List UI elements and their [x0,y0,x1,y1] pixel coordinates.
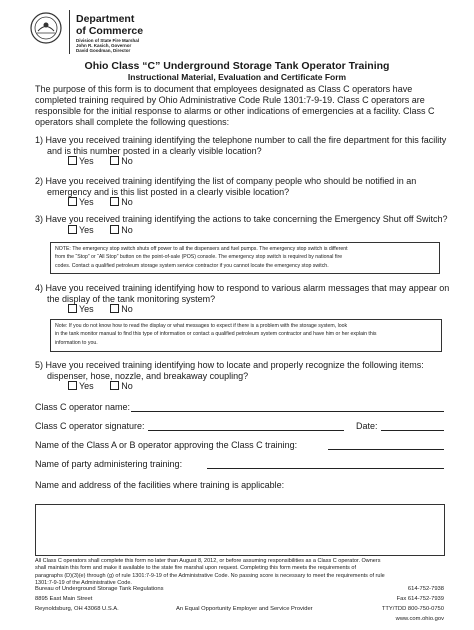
bureau-address: Bureau of Underground Storage Tank Regulations 8895 East Main Street Reynoldsburg, OH 43068 U.S.A. [35,586,164,612]
state-seal-logo [30,12,62,44]
q2-no-checkbox[interactable] [110,197,119,206]
form-subtitle: Instructional Material, Evaluation and Certificate Form [127,72,347,82]
header-divider [69,10,70,54]
department-name: Department of Commerce [76,13,144,37]
question-1-options [68,156,133,166]
question-5-options [68,381,133,391]
yes-label: Yes [79,156,94,166]
q1-yes-checkbox[interactable] [68,156,77,165]
ab-operator-label: Name of the Class A or B operator approving the Class C training: [35,440,298,450]
contact-info: 614-752-7938 Fax 614-752-7939 TTY/TDD 800-750-0750 www.com.ohio.gov [340,584,444,624]
no-label: No [121,197,133,207]
division-info: Division of State Fire Marshal John R. Kasich, Governor David Goodman, Director [76,38,140,53]
no-label: No [121,156,133,166]
q4-yes-checkbox[interactable] [68,304,77,313]
operator-name-field[interactable] [131,411,444,412]
yes-label: Yes [79,225,94,235]
yes-label: Yes [79,197,94,207]
operator-signature-field[interactable] [148,430,344,431]
q2-yes-checkbox[interactable] [68,197,77,206]
no-label: No [121,381,133,391]
operator-signature-label: Class C operator signature: [35,421,145,431]
question-3-options [68,225,133,235]
date-label: Date: [356,421,378,431]
facilities-textarea[interactable] [35,504,445,556]
party-field[interactable] [207,468,444,469]
q3-yes-checkbox[interactable] [68,225,77,234]
form-title: Ohio Class “C” Underground Storage Tank Operator Training [84,60,390,72]
facilities-label: Name and address of the facilities where training is applicable: [35,480,285,490]
q5-yes-checkbox[interactable] [68,381,77,390]
no-label: No [121,225,133,235]
website-link[interactable]: www.com.ohio.gov [395,616,444,622]
question-2-options [68,197,133,207]
no-label: No [121,304,133,314]
footer-note: All Class C operators shall complete this form no later than August 8, 2012, or before assuming responsibilities as a Class C operator. Owners shall maintain this form and make it available to the state fire marshal upon request. Completing this form meets the requirements of paragraphs (D)(3)(e) through (g) of rule 1301:7-9-19 of the Administrative Code. No passing score is necessary to meet the requirements of rule 1301:7-9-19 of the Administrative Code. [35,558,385,586]
question-3: 3) Have you received training identifying the actions to take concerning the Emergency Shut off Switch? [35,214,448,224]
intro-paragraph: The purpose of this form is to document that employees designated as Class C operators have completed training required by Ohio Administrative Code Rule 1301:7-9-19. Class C operators are responsible for the initial response to alarms or other indications of emergencies at a facility. Class C operators shall complete the following questions: [35,84,435,127]
q3-no-checkbox[interactable] [110,225,119,234]
question-1: 1) Have you received training identifying the telephone number to call the fire department for this facility and is this number posted in a clearly visible location? [35,135,447,156]
q1-no-checkbox[interactable] [110,156,119,165]
yes-label: Yes [79,304,94,314]
note-emergency-stop: NOTE: The emergency stop switch shuts off power to all the dispensers and fuel pumps. The emergency stop switch is different from the “Stop” or “All Stop” button on the point-of-sale (POS) console. The emergency stop switch is required by national fire codes. Contact a qualified petroleum storage system service contractor if you cannot locate the emergency stop switch. [50,242,440,274]
question-4: 4) Have you received training identifying how to respond to various alarm messages that may appear on the display of the tank monitoring system? [35,283,450,304]
q4-no-checkbox[interactable] [110,304,119,313]
note-tank-monitor: Note: If you do not know how to read the display or what messages to expect if there is a problem with the storage system, look in the tank monitor manual to find this type of information or contact a qualified petroleum system contractor and have him or her explain this information to you. [50,319,442,352]
question-2: 2) Have you received training identifying the list of company people who should be notified in an emergency and is this list posted in a clearly visible location? [35,176,417,197]
question-5: 5) Have you received training identifying how to locate and properly recognize the following items: dispenser, hose, nozzle, and breakaway coupling? [35,360,424,381]
question-4-options [68,304,133,314]
q5-no-checkbox[interactable] [110,381,119,390]
equal-opportunity-statement: An Equal Opportunity Employer and Service Provider [176,606,313,612]
yes-label: Yes [79,381,94,391]
party-label: Name of party administering training: [35,459,183,469]
ab-operator-field[interactable] [328,449,444,450]
operator-name-label: Class C operator name: [35,402,131,412]
date-field[interactable] [381,430,444,431]
